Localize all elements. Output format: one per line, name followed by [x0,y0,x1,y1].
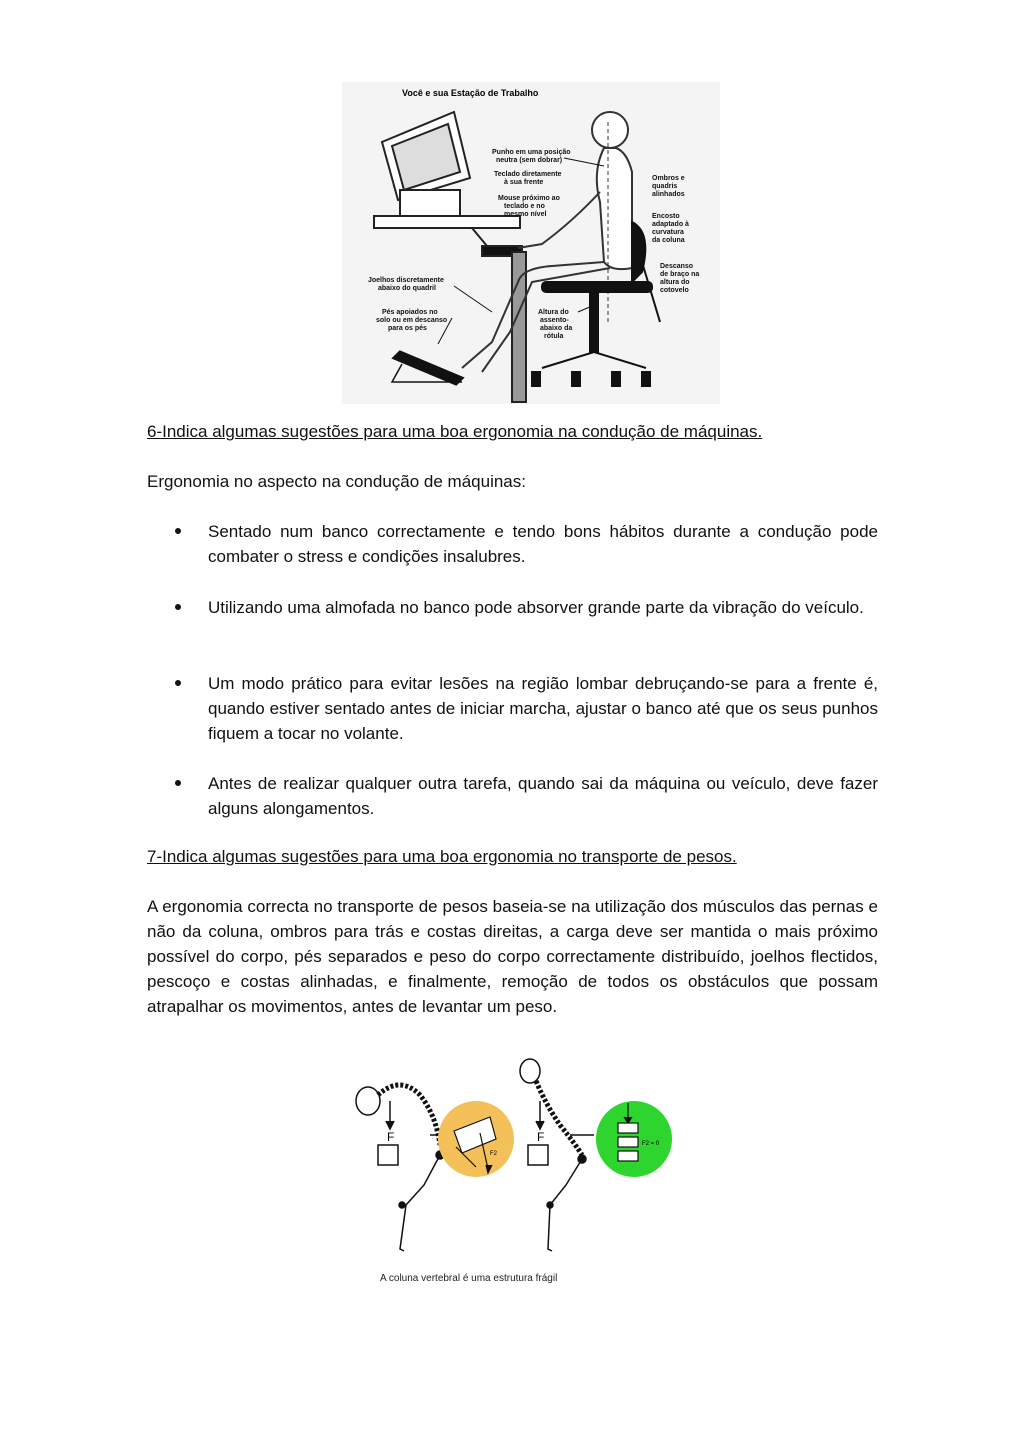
list-item-text: Utilizando uma almofada no banco pode absorver grande parte da vibração do veículo. [208,598,864,617]
list-item-text: Sentado num banco correctamente e tendo bons hábitos durante a condução pode combater o stress e condições insalubres. [208,522,878,566]
bullet-icon [175,604,181,610]
label-teclado: Teclado diretamente à sua frente [494,171,562,186]
label-pes: Pés apoiados no solo ou em descanso para os pés [376,309,448,332]
label-punho: Punho em uma posição neutra (sem dobrar) [492,149,571,164]
force-label-right: F [537,1130,545,1144]
list-item [147,519,878,569]
workstation-figure [342,82,720,404]
force-label-left: F [387,1130,395,1144]
spine-load-figure [350,1055,672,1287]
bent-person-bad-icon [356,1085,450,1251]
bent-person-good-icon [520,1059,594,1251]
label-joelhos: Joelhos discretamente abaixo do quadril [368,277,444,292]
bullet-icon [175,780,181,786]
section7-paragraph: A ergonomia correcta no transporte de pesos baseia-se na utilização dos músculos das pernas e não da coluna, ombros para trás e costas direitas, a carga deve ser mantida o mais próximo possível do corpo, pés separados e peso do corpo correctamente distribuído, joelhos flectidos, pescoço e costas alinhadas, e finalmente, remoção de todos os obstáculos que possam atrapalhar os movimentos, antes de levantar um peso. [147,897,878,1016]
label-altura: Altura do assento-abaixo da rótula [538,309,573,340]
section6-intro: Ergonomia no aspecto na condução de máquinas: [147,472,526,491]
section7-heading: 7-Indica algumas sugestões para uma boa ergonomia no transporte de pesos. [147,847,737,866]
list-item [147,671,878,746]
label-encosto: Encosto adaptado à curvatura da coluna [652,213,689,244]
f2-zero-label: F2 = 0 [642,1141,660,1147]
spine-figure-caption: A coluna vertebral é uma estrutura frágil [380,1273,558,1284]
bullet-icon [175,680,181,686]
label-mouse: Mouse próximo ao teclado e no mesmo nível [498,195,560,218]
workstation-figure-title: Você e sua Estação de Trabalho [402,88,539,98]
label-ombros: Ombros e quadris alinhados [652,175,685,198]
section6-heading: 6-Indica algumas sugestões para uma boa ergonomia na condução de máquinas. [147,422,763,441]
list-item [147,595,878,620]
list-item-text: Um modo prático para evitar lesões na região lombar debruçando-se para a frente é, quando estiver sentado antes de iniciar marcha, ajustar o banco até que os seus punhos fiquem a tocar no volante. [208,674,878,743]
list-item [147,771,878,821]
f2-label: F2 [490,1151,498,1157]
bullet-icon [175,528,181,534]
list-item-text: Antes de realizar qualquer outra tarefa, quando sai da máquina ou veículo, deve fazer alguns alongamentos. [208,774,878,818]
label-descanso: Descanso de braço na altura do cotovelo [660,263,700,294]
